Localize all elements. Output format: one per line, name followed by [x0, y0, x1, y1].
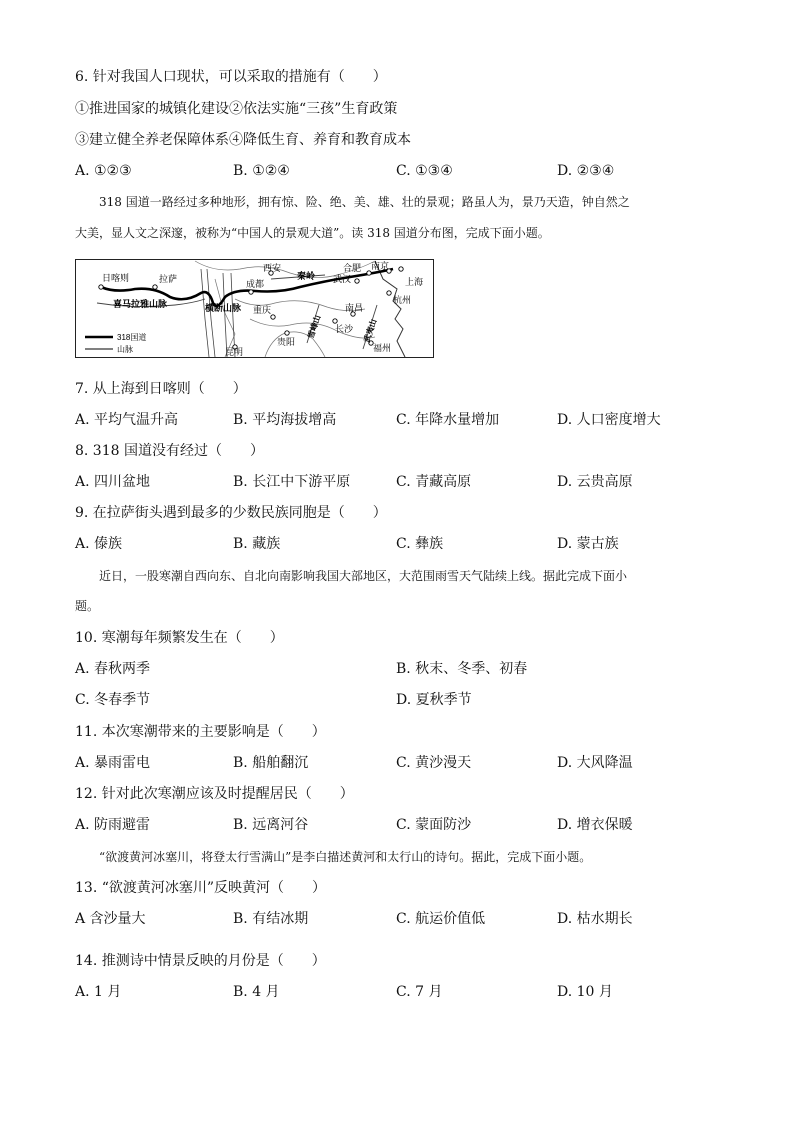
q7-option-c: C. 年降水量增加 [396, 412, 500, 428]
map-city-label: 成都 [246, 279, 265, 289]
passage-318-line-1: 318 国道一路经过多种地形，拥有惊、险、绝、美、雄、壮的景观；路虽人为，景乃天造，钟自然之 [99, 195, 630, 209]
q11-stem: 11. 本次寒潮带来的主要影响是（ ） [75, 724, 326, 740]
q13-option-a: A 含沙量大 [75, 911, 146, 927]
map-city-label: 拉萨 [159, 274, 178, 284]
q14-option-a: A. 1 月 [75, 984, 122, 1000]
q10-option-b: B. 秋末、冬季、初春 [396, 661, 528, 677]
q9-option-c: C. 彝族 [396, 536, 444, 552]
q10-option-d: D. 夏秋季节 [396, 692, 472, 708]
route-318-map [75, 259, 434, 358]
map-city-label: 武汉 [333, 274, 352, 284]
q10-stem: 10. 寒潮每年频繁发生在（ ） [75, 630, 284, 646]
q11-option-b: B. 船舶翻沉 [233, 755, 309, 771]
map-city-label: 合肥 [343, 263, 362, 273]
map-city-label: 南昌 [345, 303, 364, 313]
q11-option-c: C. 黄沙漫天 [396, 755, 472, 771]
q8-stem: 8. 318 国道没有经过（ ） [75, 443, 264, 459]
map-city-label: 西安 [263, 263, 282, 273]
legend-road-label: 318国道 [117, 333, 147, 342]
q14-option-d: D. 10 月 [557, 984, 613, 1000]
q8-option-d: D. 云贵高原 [557, 474, 633, 490]
q9-stem: 9. 在拉萨街头遇到最多的少数民族同胞是（ ） [75, 505, 387, 521]
q6-option-a: A. ①②③ [75, 163, 132, 179]
q12-option-c: C. 蒙面防沙 [396, 817, 472, 833]
map-city-label: 南京 [371, 261, 390, 271]
map-city-label: 上海 [405, 277, 424, 287]
q7-option-b: B. 平均海拔增高 [233, 412, 337, 428]
q6-statement-2: ③建立健全养老保障体系④降低生育、养育和教育成本 [75, 132, 411, 148]
q14-option-c: C. 7 月 [396, 984, 443, 1000]
passage-poem-line-1: “欲渡黄河冰塞川，将登太行雪满山”是李白描述黄河和太行山的诗句。据此，完成下面小题。 [99, 850, 592, 864]
q12-option-a: A. 防雨避雷 [75, 817, 151, 833]
q12-stem: 12. 针对此次寒潮应该及时提醒居民（ ） [75, 786, 354, 802]
map-city-label: 福州 [373, 343, 392, 353]
q10-option-a: A. 春秋两季 [75, 661, 151, 677]
map-city-label: 贵阳 [277, 337, 296, 347]
q9-option-b: B. 藏族 [233, 536, 281, 552]
q6-option-c: C. ①③④ [396, 163, 453, 179]
q8-option-c: C. 青藏高原 [396, 474, 472, 490]
q13-option-c: C. 航运价值低 [396, 911, 486, 927]
q9-option-d: D. 蒙古族 [557, 536, 619, 552]
passage-cold-line-2: 题。 [75, 599, 100, 613]
map-city-label: 昆明 [225, 347, 244, 357]
q10-option-c: C. 冬春季节 [75, 692, 151, 708]
q14-option-b: B. 4 月 [233, 984, 280, 1000]
q13-stem: 13. “欲渡黄河冰塞川”反映黄河（ ） [75, 880, 327, 896]
map-mountain-label: 喜马拉雅山脉 [113, 299, 168, 309]
q7-option-d: D. 人口密度增大 [557, 412, 661, 428]
q14-stem: 14. 推测诗中情景反映的月份是（ ） [75, 953, 326, 969]
map-city-label: 杭州 [393, 295, 412, 305]
q7-option-a: A. 平均气温升高 [75, 412, 179, 428]
q6-option-d: D. ②③④ [557, 163, 615, 179]
map-mountain-label: 武夷山 [362, 318, 379, 344]
q11-option-d: D. 大风降温 [557, 755, 633, 771]
map-mountain-label: 横断山脉 [205, 303, 242, 313]
q6-option-b: B. ①②④ [233, 163, 290, 179]
q12-option-b: B. 远离河谷 [233, 817, 309, 833]
q8-option-a: A. 四川盆地 [75, 474, 151, 490]
q12-option-d: D. 增衣保暖 [557, 817, 633, 833]
q8-option-b: B. 长江中下游平原 [233, 474, 351, 490]
passage-cold-line-1: 近日，一股寒潮自西向东、自北向南影响我国大部地区，大范围雨雪天气陆续上线。据此完成下面小 [99, 569, 628, 583]
q11-option-a: A. 暴雨雷电 [75, 755, 151, 771]
q6-stem: 6. 针对我国人口现状，可以采取的措施有（ ） [75, 69, 387, 85]
q7-stem: 7. 从上海到日喀则（ ） [75, 381, 247, 397]
map-mountain-label: 雪峰山 [306, 314, 323, 340]
map-mountain-label: 秦岭 [297, 271, 316, 281]
map-city-label: 日喀则 [102, 273, 130, 283]
map-city-label: 重庆 [253, 305, 272, 315]
map-city-label: 长沙 [335, 324, 354, 334]
q13-option-b: B. 有结冰期 [233, 911, 309, 927]
passage-318-line-2: 大美，显人文之深邃，被称为“中国人的景观大道”。读 318 国道分布图，完成下面小题。 [75, 226, 550, 240]
q13-option-d: D. 枯水期长 [557, 911, 633, 927]
q6-statement-1: ①推进国家的城镇化建设②依法实施“三孩”生育政策 [75, 101, 398, 117]
legend-mountain-label: 山脉 [117, 345, 133, 354]
q9-option-a: A. 傣族 [75, 536, 123, 552]
